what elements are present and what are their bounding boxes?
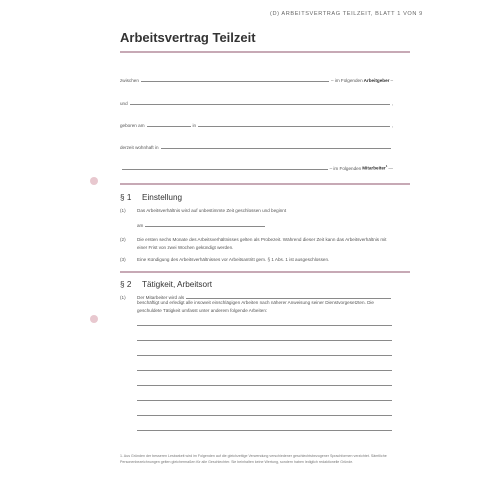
start-date-field[interactable] [145, 226, 265, 227]
residence-field-2[interactable] [122, 169, 328, 170]
im-folgenden-label: – im Folgenden [330, 78, 363, 83]
footnote-marker: 1 [385, 164, 388, 169]
duties-line[interactable] [137, 340, 392, 341]
title-divider [120, 51, 410, 53]
birth-place-field[interactable] [198, 126, 390, 127]
paragraph-text: Die ersten sechs Monate des Arbeitsverhältnisses gelten als Probezeit. Während dieser Zeit kann das Arbeitsverhältnis mit einer Frist von zwei Wochen gekündigt werden. [137, 237, 387, 250]
birth-row [120, 120, 393, 128]
section1-number: § 1 [120, 193, 132, 202]
wohnhaft-label: derzeit wohnhaft in [120, 145, 159, 150]
mitarbeiter-row [120, 163, 393, 171]
paragraph-text: beschäftigt und erledigt alle insoweit einschlägigen Arbeiten nach näherer Anweisung seiner Dienstvorgesetzten. Die geschuldete Tätigkeit umfasst unter anderem folgende Arbeiten: [137, 300, 374, 313]
paragraph-number: (3) [120, 257, 126, 262]
birth-date-field[interactable] [147, 126, 191, 127]
section1-paragraph3 [120, 256, 392, 264]
section2-title: Tätigkeit, Arbeitsort [142, 280, 213, 289]
section2-heading [120, 280, 212, 289]
punch-hole-bottom [90, 315, 98, 323]
duties-line[interactable] [137, 415, 392, 416]
duties-line[interactable] [137, 400, 392, 401]
mitarbeiter-end-dash: — [388, 166, 393, 171]
section1-paragraph1 [120, 207, 392, 215]
employer-row [120, 75, 393, 83]
paragraph-text: Das Arbeitsverhältnis wird auf unbestimmte Zeit geschlossen und beginnt [137, 208, 287, 213]
section1-paragraph2 [120, 236, 392, 251]
und-comma: , [391, 101, 393, 106]
arbeitgeber-label: Arbeitgeber [363, 78, 390, 83]
duties-line[interactable] [137, 325, 392, 326]
section2-number: § 2 [120, 280, 132, 289]
paragraph-number: (1) [120, 295, 126, 300]
zwischen-label: zwischen [120, 78, 139, 83]
und-row [120, 98, 393, 106]
section1-divider [120, 183, 410, 185]
residence-field[interactable] [161, 148, 391, 149]
birth-comma: , [391, 123, 393, 128]
employer-name-field[interactable] [141, 81, 329, 82]
paragraph-number: (2) [120, 237, 126, 242]
section1-heading [120, 193, 182, 202]
page-header: (D) ARBEITSVERTRAG TEILZEIT, BLATT 1 VON 9 [270, 11, 423, 17]
im-folgenden-label-2: – im Folgenden [329, 166, 362, 171]
document-title: Arbeitsvertrag Teilzeit [120, 30, 256, 45]
paragraph-number: (1) [120, 208, 126, 213]
in-label: in [192, 123, 197, 128]
footnote: 1. Aus Gründen der besseren Lesbarkeit wird im Folgenden auf die gleichzeitige Verwendung verschiedener geschlechtsbezogener Sprachformen verzichtet. Sämtliche Personenbezeichnungen gelten gleichermaßen für alle Geschlechter. Sie beinhalten keine Wertung, sondern haben lediglich redaktionelle Gründe. [120, 454, 387, 464]
duties-line[interactable] [137, 355, 392, 356]
punch-hole-top [90, 177, 98, 185]
am-label: am [137, 223, 144, 228]
duties-line[interactable] [137, 430, 392, 431]
duties-line[interactable] [137, 385, 392, 386]
duties-line[interactable] [137, 370, 392, 371]
employee-name-field[interactable] [130, 104, 390, 105]
geboren-label: geboren am [120, 123, 145, 128]
section1-title: Einstellung [142, 193, 183, 202]
paragraph-text: Eine Kündigung des Arbeitsverhältnisses vor Arbeitsantritt gem. § 1 Abs. 1 ist ausgeschlossen. [137, 257, 330, 262]
start-date-row [137, 220, 267, 228]
section2-paragraph1 [120, 299, 392, 314]
residence-row [120, 142, 393, 150]
und-label: und [120, 101, 128, 106]
mitarbeiter-label: Mitarbeiter$^1$ [362, 164, 388, 171]
section2-divider [120, 271, 410, 273]
employer-end-dash: – [390, 78, 393, 83]
mitarbeiter-als-label: Der Mitarbeiter wird als [137, 295, 185, 300]
